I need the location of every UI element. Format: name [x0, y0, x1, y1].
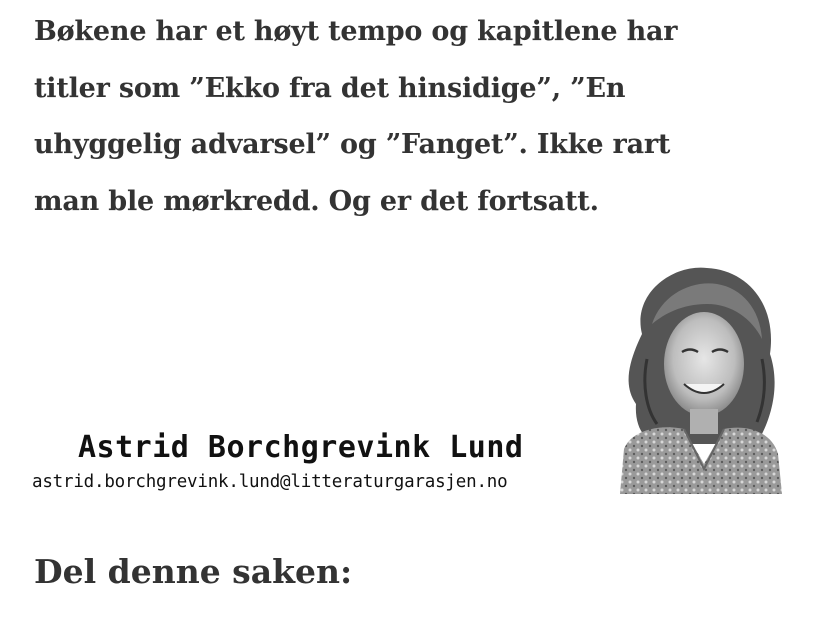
author-signature-image [30, 262, 790, 502]
author-email: astrid.borchgrevink.lund@litteraturgarasjen.no [32, 472, 508, 492]
author-name: Astrid Borchgrevink Lund [78, 430, 524, 465]
paragraph-line: titler som ”Ekko fra det hinsidige”, ”En [34, 72, 626, 104]
paragraph-line: uhyggelig advarsel” og ”Fanget”. Ikke rart [34, 129, 671, 160]
share-heading: Del denne saken: [34, 552, 353, 591]
paragraph-line: Bøkene har et høyt tempo og kapitlene har [34, 16, 678, 47]
article-paragraph [34, 4, 794, 230]
paragraph-line: man ble mørkredd. Og er det fortsatt. [34, 185, 599, 217]
author-portrait-photo [612, 264, 782, 494]
